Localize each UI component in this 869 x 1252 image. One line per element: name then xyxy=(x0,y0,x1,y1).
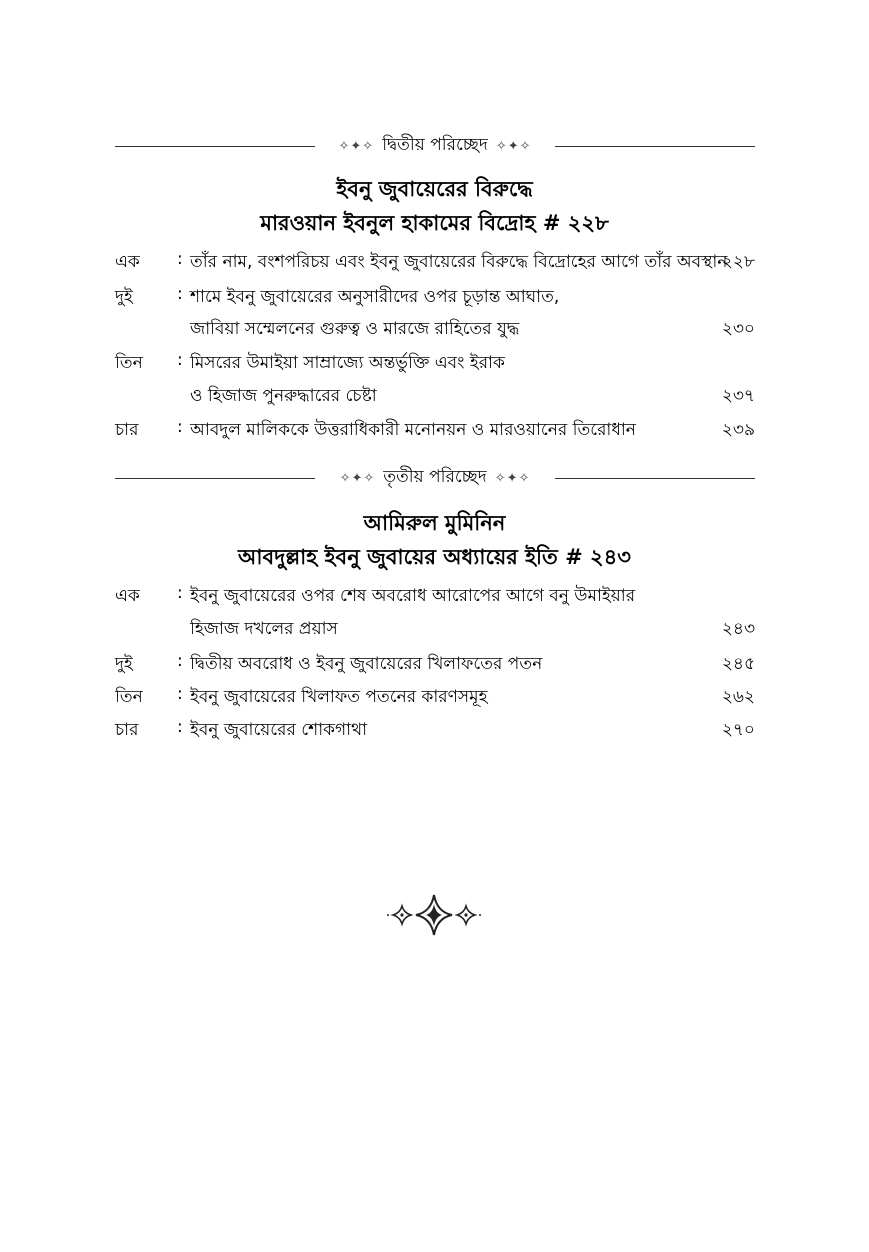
divider-line-left xyxy=(115,146,315,147)
entry-title: আবদুল মালিককে উত্তরাধিকারী মনোনয়ন ও মারওয়ানের তিরোধান xyxy=(190,420,636,440)
end-ornament-icon xyxy=(384,893,484,937)
entry-number: চার xyxy=(115,420,139,440)
entry-separator: : xyxy=(177,350,183,370)
entry-separator: : xyxy=(177,417,183,437)
entry-page: ২৩০ xyxy=(721,319,755,339)
toc-entry[interactable] xyxy=(115,651,755,681)
entry-title: দ্বিতীয় অবরোধ ও ইবনু জুবায়েরের খিলাফতের পতন xyxy=(190,654,543,674)
ornament-icon: ✧✦✧ xyxy=(494,470,531,486)
entry-number: তিন xyxy=(115,687,143,707)
entry-separator: : xyxy=(177,651,183,671)
divider-line-right xyxy=(555,478,755,479)
toc-entry[interactable] xyxy=(115,717,755,747)
ornament-icon: ✧✦✧ xyxy=(339,470,376,486)
toc-entry[interactable] xyxy=(115,684,755,714)
entry-title: ইবনু জুবায়েরের শোকগাথা xyxy=(190,720,368,740)
toc-entry-continuation[interactable] xyxy=(115,316,755,346)
entry-number: তিন xyxy=(115,353,143,373)
toc-entry[interactable] xyxy=(115,350,755,380)
section-subtitle: মারওয়ান ইবনুল হাকামের বিদ্রোহ # ২২৮ xyxy=(260,211,609,235)
entry-title: ও হিজাজ পুনরুদ্ধারের চেষ্টা xyxy=(190,386,377,406)
entry-page: ২৬২ xyxy=(721,687,755,707)
entry-title: হিজাজ দখলের প্রয়াস xyxy=(190,619,338,639)
entry-number: দুই xyxy=(115,287,133,307)
toc-entry[interactable] xyxy=(115,583,755,613)
ornament-icon: ✧✦✧ xyxy=(338,138,375,154)
entry-page: ২৭০ xyxy=(721,720,755,740)
entry-page: ২২৮ xyxy=(721,252,755,272)
chapter-label: দ্বিতীয় পরিচ্ছেদ xyxy=(382,135,488,155)
entry-title: তাঁর নাম, বংশপরিচয় এবং ইবনু জুবায়েরের বিরুদ্ধে বিদ্রোহের আগে তাঁর অবস্থান xyxy=(190,252,728,272)
entry-separator: : xyxy=(177,249,183,269)
entry-title: জাবিয়া সম্মেলনের গুরুত্ব ও মারজে রাহিতের যুদ্ধ xyxy=(190,319,520,339)
toc-entry[interactable] xyxy=(115,249,755,279)
chapter-divider xyxy=(115,463,755,493)
section-subtitle: আবদুল্লাহ ইবনু জুবায়ের অধ্যায়ের ইতি # ২৪৩ xyxy=(238,545,631,569)
entry-page: ২৩৭ xyxy=(721,386,755,406)
entry-page: ২৩৯ xyxy=(721,420,755,440)
entry-number: এক xyxy=(115,586,140,606)
entry-title: মিসরের উমাইয়া সাম্রাজ্যে অন্তর্ভুক্তি এবং ইরাক xyxy=(190,353,505,373)
entry-separator: : xyxy=(177,684,183,704)
chapter-divider xyxy=(115,131,755,161)
entry-title: শামে ইবনু জুবায়েরের অনুসারীদের ওপর চূড়ান্ত আঘাত, xyxy=(190,287,560,307)
entry-title: ইবনু জুবায়েরের ওপর শেষ অবরোধ আরোপের আগে বনু উমাইয়ার xyxy=(190,586,636,606)
entry-separator: : xyxy=(177,583,183,603)
entry-page: ২৪৫ xyxy=(721,654,755,674)
toc-entry-continuation[interactable] xyxy=(115,616,755,646)
divider-line-left xyxy=(115,478,315,479)
entry-title: ইবনু জুবায়েরের খিলাফত পতনের কারণসমূহ xyxy=(190,687,488,707)
entry-page: ২৪৩ xyxy=(721,619,755,639)
entry-separator: : xyxy=(177,284,183,304)
chapter-label: তৃতীয় পরিচ্ছেদ xyxy=(383,467,487,487)
entry-number: চার xyxy=(115,720,139,740)
section-title: আমিরুল মুমিনিন xyxy=(363,511,506,535)
toc-entry[interactable] xyxy=(115,284,755,314)
entry-number: দুই xyxy=(115,654,133,674)
toc-entry-continuation[interactable] xyxy=(115,383,755,413)
toc-entry[interactable] xyxy=(115,417,755,447)
section-title: ইবনু জুবায়েরের বিরুদ্ধে xyxy=(336,177,533,201)
entry-separator: : xyxy=(177,717,183,737)
divider-line-right xyxy=(555,146,755,147)
ornament-icon: ✧✦✧ xyxy=(495,138,532,154)
entry-number: এক xyxy=(115,252,140,272)
